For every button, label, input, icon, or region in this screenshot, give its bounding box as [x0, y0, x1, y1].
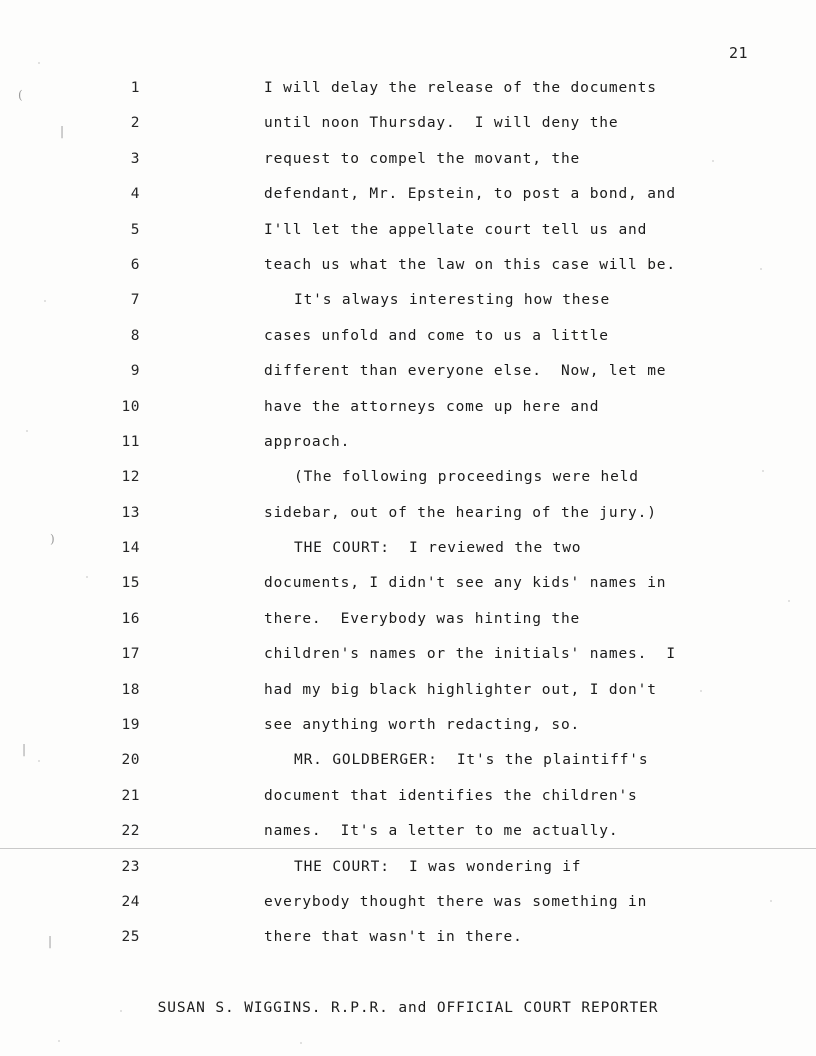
line-text: MR. GOLDBERGER: It's the plaintiff's — [294, 752, 649, 769]
line-number: 4 — [130, 186, 140, 203]
line-text: children's names or the initials' names. I — [264, 646, 676, 663]
line-number: 22 — [121, 823, 140, 840]
line-text: there that wasn't in there. — [264, 929, 523, 946]
line-number: 7 — [130, 292, 140, 309]
transcript-line — [0, 399, 816, 434]
line-number: 6 — [130, 256, 140, 273]
margin-mark: ( — [18, 88, 23, 102]
line-number: 2 — [130, 115, 140, 132]
line-text: sidebar, out of the hearing of the jury.) — [264, 504, 657, 521]
transcript-line — [0, 752, 816, 787]
margin-mark: ) — [50, 532, 55, 546]
scan-speckle — [760, 268, 762, 270]
line-number: 10 — [121, 398, 140, 415]
transcript-line — [0, 788, 816, 823]
transcript-line — [0, 540, 816, 575]
scan-speckle — [712, 160, 714, 162]
line-number: 8 — [130, 327, 140, 344]
transcript-line — [0, 575, 816, 610]
line-text: different than everyone else. Now, let me — [264, 363, 667, 380]
line-text: (The following proceedings were held — [294, 469, 639, 486]
transcript-body — [0, 80, 816, 965]
transcript-line — [0, 257, 816, 292]
line-number: 20 — [121, 752, 140, 769]
margin-mark: | — [22, 742, 27, 756]
transcript-line — [0, 222, 816, 257]
line-text: had my big black highlighter out, I don't — [264, 681, 657, 698]
scan-speckle — [120, 1010, 122, 1012]
scan-speckle — [700, 690, 702, 692]
line-number: 25 — [121, 929, 140, 946]
transcript-line — [0, 717, 816, 752]
line-number: 19 — [121, 717, 140, 734]
line-number: 13 — [121, 504, 140, 521]
scan-speckle — [44, 300, 46, 302]
line-text: teach us what the law on this case will be. — [264, 256, 676, 273]
line-text: names. It's a letter to me actually. — [264, 823, 619, 840]
line-number: 16 — [121, 610, 140, 627]
line-number: 15 — [121, 575, 140, 592]
line-text: everybody thought there was something in — [264, 893, 648, 910]
line-number: 23 — [121, 858, 140, 875]
transcript-line — [0, 823, 816, 858]
line-number: 11 — [121, 433, 140, 450]
line-text: request to compel the movant, the — [264, 150, 581, 167]
scan-speckle — [788, 600, 790, 602]
scan-speckle — [38, 62, 40, 64]
line-text: there. Everybody was hinting the — [264, 610, 581, 627]
transcript-line — [0, 115, 816, 150]
line-text: I'll let the appellate court tell us and — [264, 221, 648, 238]
line-text: defendant, Mr. Epstein, to post a bond, and — [264, 186, 676, 203]
transcript-line — [0, 151, 816, 186]
transcript-line — [0, 929, 816, 964]
scan-speckle — [762, 470, 764, 472]
line-number: 21 — [121, 787, 140, 804]
line-text: It's always interesting how these — [294, 292, 611, 309]
transcript-line — [0, 505, 816, 540]
line-text: THE COURT: I was wondering if — [294, 858, 582, 875]
margin-mark: | — [48, 934, 53, 948]
transcript-line — [0, 328, 816, 363]
transcript-line — [0, 292, 816, 327]
transcript-line — [0, 894, 816, 929]
line-number: 17 — [121, 646, 140, 663]
transcript-line — [0, 859, 816, 894]
scan-speckle — [58, 1040, 60, 1042]
transcript-line — [0, 646, 816, 681]
line-text: document that identifies the children's — [264, 787, 638, 804]
transcript-line — [0, 682, 816, 717]
transcript-line — [0, 434, 816, 469]
line-number: 9 — [130, 363, 140, 380]
line-number: 18 — [121, 681, 140, 698]
transcript-line — [0, 186, 816, 221]
line-text: THE COURT: I reviewed the two — [294, 540, 582, 557]
line-number: 14 — [121, 540, 140, 557]
line-number: 5 — [130, 221, 140, 238]
scan-speckle — [26, 430, 28, 432]
line-text: see anything worth redacting, so. — [264, 717, 581, 734]
transcript-line — [0, 469, 816, 504]
transcript-line — [0, 363, 816, 398]
line-text: until noon Thursday. I will deny the — [264, 115, 619, 132]
scan-speckle — [38, 760, 40, 762]
line-number: 24 — [121, 893, 140, 910]
scan-speckle — [770, 900, 772, 902]
line-text: approach. — [264, 433, 351, 450]
line-number: 3 — [130, 150, 140, 167]
margin-mark: | — [60, 124, 65, 138]
line-text: I will delay the release of the documents — [264, 80, 657, 96]
page-number: 21 — [728, 44, 748, 62]
page-fold-line — [0, 848, 816, 849]
court-reporter-footer: SUSAN S. WIGGINS. R.P.R. and OFFICIAL COURT REPORTER — [157, 1000, 659, 1016]
transcript-line — [0, 611, 816, 646]
line-number: 12 — [121, 469, 140, 486]
line-text: cases unfold and come to us a little — [264, 327, 609, 344]
line-text: documents, I didn't see any kids' names in — [264, 575, 667, 592]
scan-speckle — [86, 576, 88, 578]
scan-speckle — [300, 1042, 302, 1044]
line-number: 1 — [130, 80, 140, 96]
line-text: have the attorneys come up here and — [264, 398, 600, 415]
transcript-line — [0, 80, 816, 115]
